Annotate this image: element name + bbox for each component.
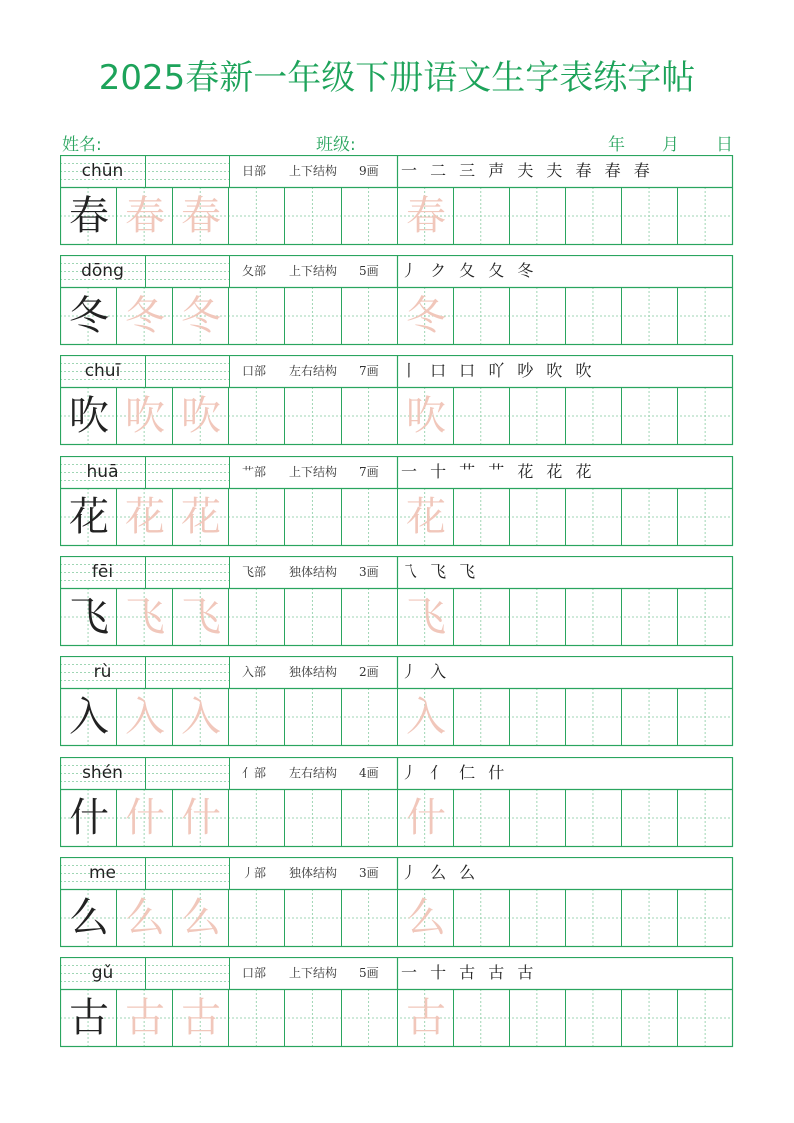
stroke-order: 一 十 艹 艹 花 花 花 bbox=[401, 462, 596, 481]
pinyin-label: rù bbox=[93, 662, 112, 682]
radical-label: 亻部 bbox=[242, 766, 267, 780]
trace-character: 冬 bbox=[181, 293, 221, 339]
pinyin-label: chūn bbox=[81, 161, 124, 181]
trace-character: 冬 bbox=[406, 293, 446, 339]
radical-label: 入部 bbox=[242, 665, 267, 679]
stroke-count-label: 7画 bbox=[359, 364, 379, 378]
trace-character: 古 bbox=[406, 995, 446, 1041]
character-block bbox=[60, 456, 733, 546]
stroke-order: 一 二 三 声 夫 夫 春 春 春 bbox=[401, 161, 654, 180]
structure-label: 独体结构 bbox=[289, 866, 338, 880]
stroke-order: 丿 亻 仁 什 bbox=[401, 763, 509, 782]
radical-label: 丿部 bbox=[242, 866, 267, 880]
trace-character: 春 bbox=[406, 193, 446, 239]
year-label: 年 bbox=[608, 135, 625, 155]
model-character: 花 bbox=[69, 494, 109, 540]
stroke-order: 丿 么 么 bbox=[401, 863, 480, 882]
stroke-order: 乁 飞 飞 bbox=[401, 562, 480, 581]
trace-character: 吹 bbox=[181, 393, 221, 439]
stroke-order: 丨 口 口 吖 吵 吹 吹 bbox=[401, 361, 596, 380]
trace-character: 入 bbox=[406, 694, 446, 740]
pinyin-label: chuī bbox=[84, 361, 121, 381]
model-character: 古 bbox=[69, 995, 109, 1041]
trace-character: 入 bbox=[181, 694, 221, 740]
trace-character: 吹 bbox=[125, 393, 165, 439]
class-label: 班级: bbox=[316, 135, 356, 155]
structure-label: 上下结构 bbox=[289, 264, 338, 278]
stroke-count-label: 2画 bbox=[359, 665, 379, 679]
character-block bbox=[60, 556, 733, 646]
stroke-count-label: 4画 bbox=[359, 766, 379, 780]
trace-character: 飞 bbox=[125, 594, 165, 640]
character-block bbox=[60, 355, 733, 445]
structure-label: 独体结构 bbox=[289, 665, 338, 679]
character-block bbox=[60, 957, 733, 1047]
pinyin-label: huā bbox=[86, 462, 119, 482]
character-block bbox=[60, 857, 733, 947]
model-character: 么 bbox=[69, 895, 109, 941]
trace-character: 什 bbox=[181, 795, 221, 841]
trace-character: 花 bbox=[406, 494, 446, 540]
structure-label: 左右结构 bbox=[289, 766, 338, 780]
stroke-order: 一 十 古 古 古 bbox=[401, 963, 538, 982]
radical-label: 日部 bbox=[242, 164, 267, 178]
radical-label: 飞部 bbox=[242, 565, 267, 579]
model-character: 飞 bbox=[69, 594, 109, 640]
trace-character: 春 bbox=[125, 193, 165, 239]
trace-character: 么 bbox=[181, 895, 221, 941]
character-block bbox=[60, 656, 733, 746]
model-character: 春 bbox=[69, 193, 109, 239]
pinyin-label: dōng bbox=[81, 261, 124, 281]
day-label: 日 bbox=[716, 135, 733, 155]
stroke-count-label: 5画 bbox=[359, 264, 379, 278]
structure-label: 左右结构 bbox=[289, 364, 338, 378]
trace-character: 花 bbox=[125, 494, 165, 540]
trace-character: 入 bbox=[125, 694, 165, 740]
model-character: 冬 bbox=[69, 293, 109, 339]
stroke-count-label: 7画 bbox=[359, 465, 379, 479]
character-block bbox=[60, 757, 733, 847]
radical-label: 夂部 bbox=[242, 264, 267, 278]
pinyin-label: fēi bbox=[91, 562, 114, 582]
pinyin-label: shén bbox=[82, 763, 123, 783]
page-title: 2025春新一年级下册语文生字表练字帖 bbox=[98, 58, 696, 98]
trace-character: 吹 bbox=[406, 393, 446, 439]
stroke-order: 丿 ク 夂 夂 冬 bbox=[401, 261, 538, 280]
trace-character: 古 bbox=[125, 995, 165, 1041]
character-block bbox=[60, 255, 733, 345]
stroke-order: 丿 入 bbox=[401, 662, 451, 681]
model-character: 吹 bbox=[69, 393, 109, 439]
pinyin-label: gǔ bbox=[91, 963, 114, 983]
month-label: 月 bbox=[662, 135, 679, 155]
stroke-count-label: 5画 bbox=[359, 966, 379, 980]
model-character: 入 bbox=[69, 694, 109, 740]
radical-label: 艹部 bbox=[242, 465, 267, 479]
character-block bbox=[60, 155, 733, 245]
model-character: 什 bbox=[69, 795, 109, 841]
trace-character: 什 bbox=[125, 795, 165, 841]
structure-label: 上下结构 bbox=[289, 966, 338, 980]
trace-character: 飞 bbox=[406, 594, 446, 640]
radical-label: 口部 bbox=[242, 364, 267, 378]
pinyin-label: me bbox=[88, 863, 117, 883]
stroke-count-label: 3画 bbox=[359, 565, 379, 579]
structure-label: 上下结构 bbox=[289, 164, 338, 178]
radical-label: 口部 bbox=[242, 966, 267, 980]
trace-character: 冬 bbox=[125, 293, 165, 339]
structure-label: 上下结构 bbox=[289, 465, 338, 479]
name-label: 姓名: bbox=[62, 135, 102, 155]
stroke-count-label: 3画 bbox=[359, 866, 379, 880]
trace-character: 飞 bbox=[181, 594, 221, 640]
trace-character: 么 bbox=[125, 895, 165, 941]
trace-character: 么 bbox=[406, 895, 446, 941]
trace-character: 春 bbox=[181, 193, 221, 239]
stroke-count-label: 9画 bbox=[359, 164, 379, 178]
trace-character: 花 bbox=[181, 494, 221, 540]
structure-label: 独体结构 bbox=[289, 565, 338, 579]
trace-character: 古 bbox=[181, 995, 221, 1041]
trace-character: 什 bbox=[406, 795, 446, 841]
